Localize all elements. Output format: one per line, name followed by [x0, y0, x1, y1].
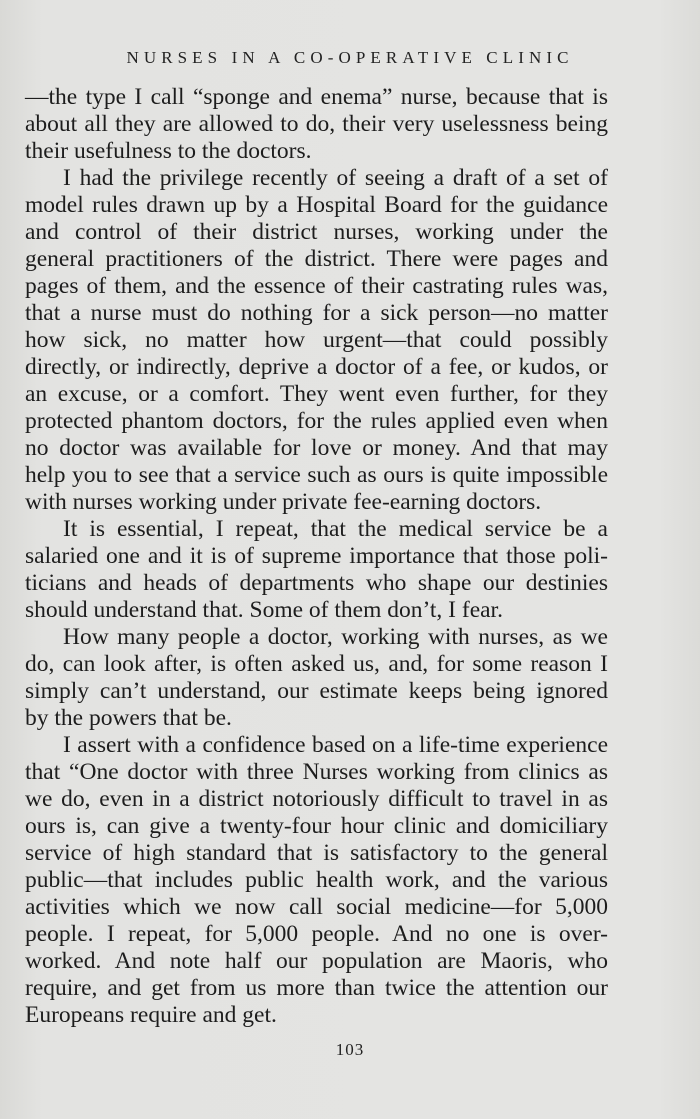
- text-line: their usefulness to the doctors.: [25, 138, 312, 164]
- text-line: require, and get from us more than twice the attention our: [25, 975, 608, 1001]
- text-line: I assert with a confidence based on a life-time experience: [63, 732, 608, 758]
- text-line: general practitioners of the district. There were pages and: [25, 246, 608, 272]
- text-line: How many people a doctor, working with nurses, as we: [63, 624, 608, 650]
- text-line: with nurses working under private fee-earning doctors.: [25, 489, 542, 515]
- text-line: ticians and heads of departments who shape our destinies: [25, 570, 608, 596]
- text-line: activities which we now call social medicine—for 5,000: [25, 894, 608, 920]
- text-line: how sick, no matter how urgent—that could possibly: [25, 327, 608, 353]
- text-line: ours is, can give a twenty-four hour clinic and domiciliary: [25, 813, 608, 839]
- text-line: —the type I call “sponge and enema” nurse, because that is: [25, 84, 608, 110]
- text-line: do, can look after, is often asked us, and, for some reason I: [25, 651, 608, 677]
- text-line: about all they are allowed to do, their very uselessness being: [25, 111, 608, 137]
- text-line: that a nurse must do nothing for a sick person—no matter: [25, 300, 608, 326]
- text-line: simply can’t understand, our estimate keeps being ignored: [25, 678, 608, 704]
- text-line: public—that includes public health work, and the various: [25, 867, 608, 893]
- text-line: people. I repeat, for 5,000 people. And no one is over-: [25, 921, 608, 947]
- text-line: It is essential, I repeat, that the medical service be a: [63, 516, 608, 542]
- text-line: help you to see that a service such as ours is quite impossible: [25, 462, 608, 488]
- text-line: should understand that. Some of them don’t, I fear.: [25, 597, 503, 623]
- text-line: we do, even in a district notoriously difficult to travel in as: [25, 786, 608, 812]
- text-line: no doctor was available for love or money. And that may: [25, 435, 608, 461]
- text-line: Europeans require and get.: [25, 1002, 277, 1028]
- text-line: by the powers that be.: [25, 705, 232, 731]
- text-line: that “One doctor with three Nurses working from clinics as: [25, 759, 608, 785]
- text-line: worked. And note half our population are Maoris, who: [25, 948, 608, 974]
- text-line: an excuse, or a comfort. They went even further, for they: [25, 381, 608, 407]
- running-head: NURSES IN A CO-OPERATIVE CLINIC: [126, 48, 574, 67]
- text-line: service of high standard that is satisfactory to the general: [25, 840, 608, 866]
- body-text: [25, 84, 608, 1029]
- page-number: 103: [335, 1040, 365, 1059]
- text-line: and control of their district nurses, working under the: [25, 219, 608, 245]
- text-line: pages of them, and the essence of their castrating rules was,: [25, 273, 608, 299]
- text-line: protected phantom doctors, for the rules applied even when: [25, 408, 608, 434]
- text-line: directly, or indirectly, deprive a doctor of a fee, or kudos, or: [25, 354, 608, 380]
- text-line: model rules drawn up by a Hospital Board for the guidance: [25, 192, 608, 218]
- text-line: I had the privilege recently of seeing a draft of a set of: [63, 165, 608, 191]
- text-line: salaried one and it is of supreme importance that those poli-: [25, 543, 608, 569]
